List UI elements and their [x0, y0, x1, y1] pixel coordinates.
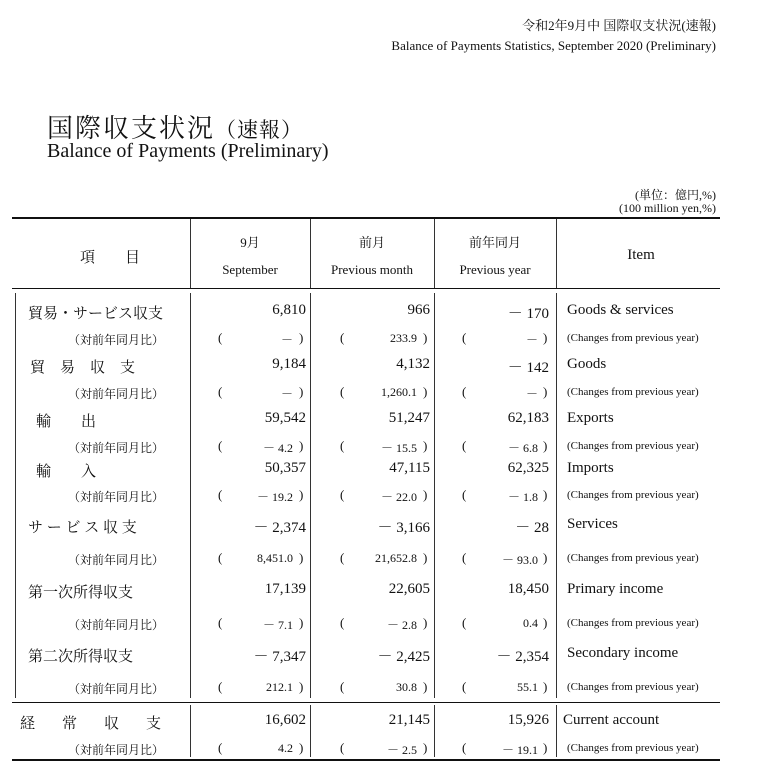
cell-value: 62,325: [507, 460, 549, 476]
paren-close: ): [543, 550, 548, 565]
row-sub-label-jp: （対前年同月比）: [68, 441, 165, 455]
cell-value: 18,450: [507, 581, 549, 597]
paren-close: ): [299, 615, 304, 630]
footer-divider: [310, 705, 311, 757]
cell-change-pct: － 4.2: [262, 441, 293, 455]
paren-open: (: [340, 384, 345, 399]
footer-divider: [434, 705, 435, 757]
paren-open: (: [462, 487, 467, 502]
cell-change-pct: － 15.5: [380, 441, 417, 455]
cell-value: 4,132: [396, 356, 430, 372]
row-sub-label-jp: （対前年同月比）: [68, 743, 165, 757]
header-english: Balance of Payments Statistics, September 2020 (Preliminary): [391, 38, 716, 53]
cell-value: 59,542: [264, 410, 306, 426]
footer-divider: [190, 705, 191, 757]
paren-open: (: [218, 384, 223, 399]
title-main: 国際収支状況: [47, 114, 216, 143]
paren-close: ): [299, 679, 304, 694]
subtotal-rule: [12, 702, 720, 703]
paren-close: ): [423, 487, 428, 502]
cell-value: － 170: [507, 306, 549, 322]
column-header-previous-month-jp: 前月: [358, 235, 385, 250]
paren-open: (: [340, 679, 345, 694]
column-header-previous-year-jp: 前年同月: [468, 235, 521, 250]
cell-change-pct: 21,652.8: [375, 551, 417, 565]
cell-change-pct: 4.2: [278, 741, 293, 755]
body-left-edge: [15, 293, 16, 698]
paren-close: ): [299, 438, 304, 453]
cell-change-pct: －: [280, 387, 293, 401]
paren-open: (: [462, 438, 467, 453]
cell-value: 47,115: [389, 460, 430, 476]
paren-open: (: [340, 740, 345, 755]
row-label-jp: 第二次所得収支: [28, 649, 134, 665]
title-sub: （速報）: [215, 118, 304, 142]
cell-change-pct: 30.8: [396, 680, 417, 694]
row-label-en: Exports: [567, 410, 614, 426]
paren-close: ): [543, 679, 548, 694]
cell-change-pct: － 1.8: [507, 490, 538, 504]
paren-close: ): [299, 740, 304, 755]
cell-value: 6,810: [272, 302, 306, 318]
cell-change-pct: － 6.8: [507, 441, 538, 455]
row-sub-label-jp: （対前年同月比）: [68, 618, 165, 632]
row-sub-label-en: (Changes from previous year): [567, 617, 699, 629]
row-sub-label-en: (Changes from previous year): [567, 742, 699, 754]
paren-close: ): [543, 384, 548, 399]
row-label-en: Goods: [567, 356, 607, 372]
cell-change-pct: － 2.8: [386, 618, 417, 632]
row-sub-label-en: (Changes from previous year): [567, 489, 699, 501]
table-top-rule: [12, 217, 720, 219]
paren-open: (: [340, 487, 345, 502]
header-japanese: 令和2年9月中 国際収支状況(速報): [522, 18, 716, 33]
row-sub-label-jp: （対前年同月比）: [68, 553, 165, 567]
row-label-en: Imports: [567, 460, 614, 476]
footer-divider: [556, 705, 557, 757]
row-label-en: Secondary income: [567, 645, 679, 661]
row-label-jp: 輸 出: [36, 414, 97, 430]
row-sub-label-en: (Changes from previous year): [567, 552, 699, 564]
paren-open: (: [218, 330, 223, 345]
cell-value: － 3,166: [377, 520, 430, 536]
paren-open: (: [218, 615, 223, 630]
body-divider: [434, 293, 435, 698]
paren-close: ): [543, 330, 548, 345]
cell-value: 51,247: [388, 410, 430, 426]
cell-value: 62,183: [507, 410, 549, 426]
paren-open: (: [462, 679, 467, 694]
cell-change-pct: 212.1: [266, 680, 293, 694]
row-label-jp: 輸 入: [36, 464, 97, 480]
cell-value: － 2,354: [496, 649, 549, 665]
body-divider: [310, 293, 311, 698]
row-sub-label-en: (Changes from previous year): [567, 440, 699, 452]
row-label-en: Goods & services: [567, 302, 674, 318]
paren-close: ): [543, 615, 548, 630]
cell-value: 966: [407, 302, 430, 318]
cell-value: 17,139: [264, 581, 306, 597]
paren-close: ): [423, 384, 428, 399]
row-label-jp: サ ー ビ ス 収 支: [28, 520, 137, 536]
paren-open: (: [462, 615, 467, 630]
row-label-en: Services: [567, 516, 618, 532]
paren-close: ): [299, 330, 304, 345]
row-sub-label-jp: （対前年同月比）: [68, 682, 165, 696]
cell-change-pct: －: [525, 333, 538, 347]
cell-change-pct: － 22.0: [380, 490, 417, 504]
cell-value: 9,184: [272, 356, 306, 372]
paren-open: (: [218, 487, 223, 502]
cell-change-pct: 233.9: [390, 331, 417, 345]
cell-value: － 7,347: [253, 649, 306, 665]
cell-change-pct: － 93.0: [501, 553, 538, 567]
cell-change-pct: － 2.5: [386, 743, 417, 757]
cell-value: 16,602: [264, 712, 306, 728]
paren-close: ): [543, 438, 548, 453]
unit-japanese: (単位：億円,%): [635, 188, 716, 202]
cell-change-pct: －: [525, 387, 538, 401]
paren-open: (: [462, 330, 467, 345]
paren-close: ): [423, 740, 428, 755]
paren-close: ): [299, 384, 304, 399]
column-header-item-en: Item: [627, 247, 655, 263]
row-label-jp: 貿易・サービス収支: [28, 306, 164, 322]
column-header-september-jp: 9月: [240, 235, 260, 250]
cell-change-pct: 1,260.1: [381, 385, 417, 399]
table-bottom-rule: [12, 759, 720, 761]
cell-value: 50,357: [264, 460, 306, 476]
paren-close: ): [423, 550, 428, 565]
paren-close: ): [423, 330, 428, 345]
cell-change-pct: －: [280, 333, 293, 347]
column-header-previous-year-en: Previous year: [459, 262, 531, 277]
paren-open: (: [340, 550, 345, 565]
paren-open: (: [218, 550, 223, 565]
paren-open: (: [462, 740, 467, 755]
paren-close: ): [543, 740, 548, 755]
column-header-september-en: September: [222, 262, 278, 277]
cell-change-pct: 8,451.0: [257, 551, 293, 565]
paren-open: (: [340, 438, 345, 453]
row-sub-label-jp: （対前年同月比）: [68, 333, 165, 347]
cell-change-pct: 0.4: [523, 616, 538, 630]
paren-open: (: [218, 438, 223, 453]
unit-english: (100 million yen,%): [619, 201, 716, 215]
column-header-item-jp: 項 目: [79, 250, 140, 266]
cell-value: 22,605: [388, 581, 430, 597]
cell-change-pct: 55.1: [517, 680, 538, 694]
cell-change-pct: － 19.2: [256, 490, 293, 504]
paren-open: (: [340, 330, 345, 345]
body-divider: [556, 293, 557, 698]
page-title-english: Balance of Payments (Preliminary): [47, 140, 329, 162]
paren-close: ): [423, 438, 428, 453]
row-label-en: Current account: [563, 712, 660, 728]
row-label-jp: 第一次所得収支: [28, 585, 134, 601]
row-label-jp: 経 常 収 支: [20, 716, 168, 732]
cell-value: － 2,425: [377, 649, 430, 665]
column-header-previous-month-en: Previous month: [331, 262, 413, 277]
paren-open: (: [218, 740, 223, 755]
paren-close: ): [299, 550, 304, 565]
paren-close: ): [423, 615, 428, 630]
paren-open: (: [218, 679, 223, 694]
paren-open: (: [462, 550, 467, 565]
cell-value: － 28: [515, 520, 549, 536]
cell-value: 21,145: [388, 712, 430, 728]
cell-value: － 2,374: [253, 520, 306, 536]
row-sub-label-jp: （対前年同月比）: [68, 490, 165, 504]
cell-value: － 142: [507, 360, 549, 376]
row-label-jp: 貿 易 収 支: [30, 360, 136, 376]
row-label-en: Primary income: [567, 581, 664, 597]
paren-close: ): [299, 487, 304, 502]
row-sub-label-en: (Changes from previous year): [567, 681, 699, 693]
paren-close: ): [423, 679, 428, 694]
body-divider: [190, 293, 191, 698]
row-sub-label-jp: （対前年同月比）: [68, 387, 165, 401]
paren-open: (: [462, 384, 467, 399]
cell-change-pct: － 7.1: [262, 618, 293, 632]
row-sub-label-en: (Changes from previous year): [567, 332, 699, 344]
header-bottom-rule: [12, 288, 720, 289]
paren-open: (: [340, 615, 345, 630]
row-sub-label-en: (Changes from previous year): [567, 386, 699, 398]
paren-close: ): [543, 487, 548, 502]
cell-value: 15,926: [507, 712, 549, 728]
cell-change-pct: － 19.1: [501, 743, 538, 757]
